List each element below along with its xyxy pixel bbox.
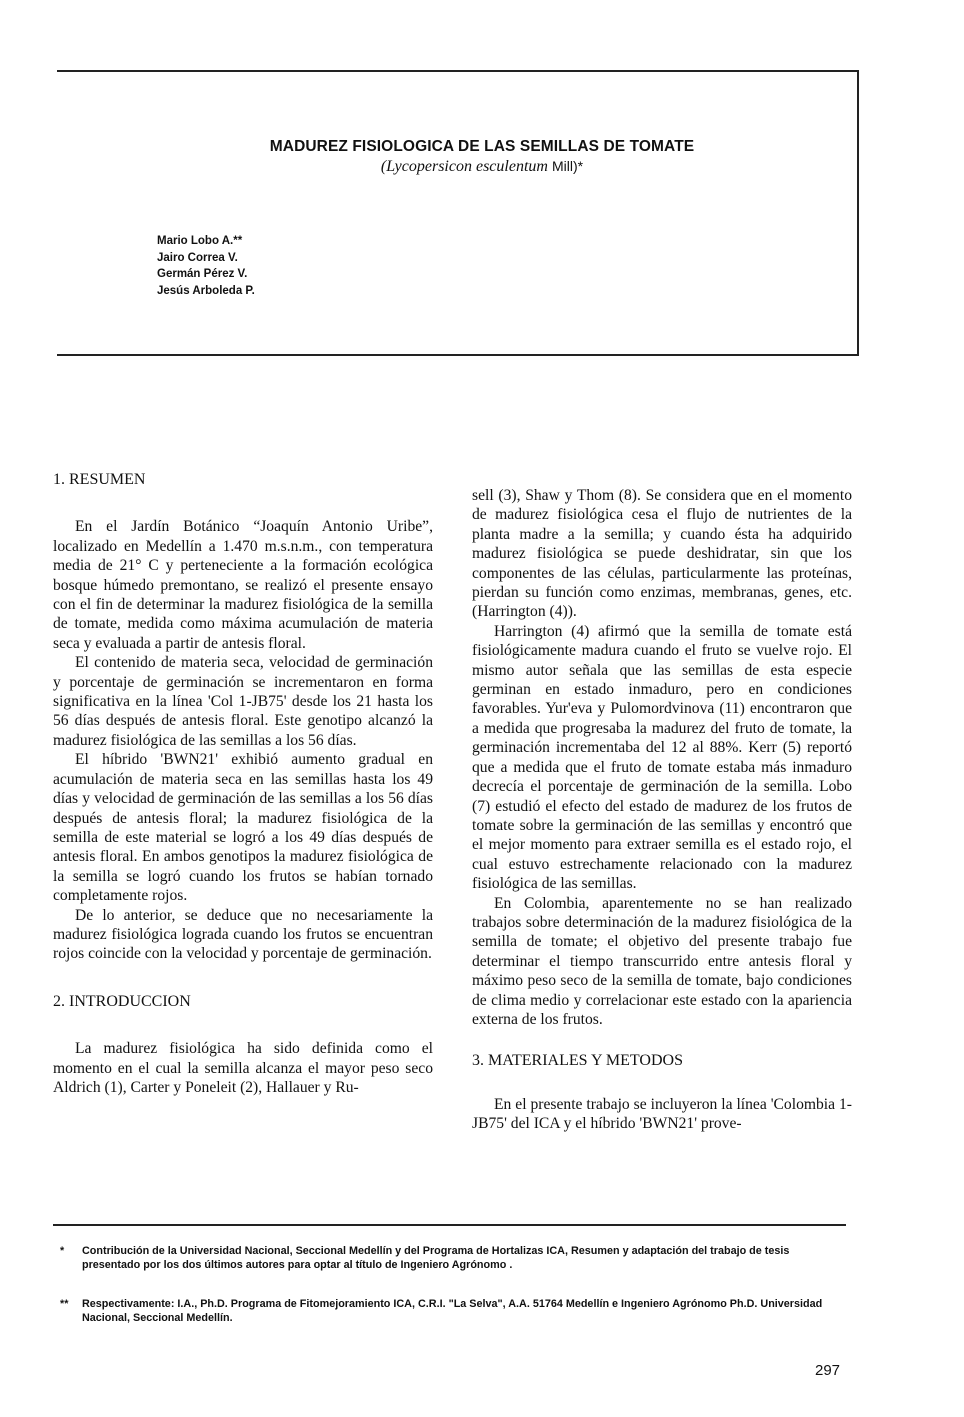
paragraph: El contenido de materia seca, velocidad de germinación y porcentaje de germinación se incrementaron en forma significativa en la línea 'Col 1-JB75' desde los 21 hasta los 56 días después de antesis floral. Este genotipo alcanzó la madurez fisiológica de las semillas a los 56 días. bbox=[53, 654, 433, 749]
paper-title: MADUREZ FISIOLOGICA DE LAS SEMILLAS DE TOMATE bbox=[269, 138, 695, 155]
paragraph: La madurez fisiológica ha sido definida como el momento en el cual la semilla alcanza el mayor peso seco Aldrich (1), Carter y Poneleit (2), Hallauer y Ru- bbox=[53, 1040, 433, 1096]
footnote bbox=[60, 1244, 850, 1272]
footnote-mark: ** bbox=[60, 1298, 69, 1310]
paragraph: En el presente trabajo se incluyeron la línea 'Colombia 1-JB75' del ICA y el híbrido 'BWN21' prove- bbox=[472, 1095, 852, 1133]
section-heading-resumen: 1. RESUMEN bbox=[53, 471, 146, 488]
footnote-text: Respectivamente: I.A., Ph.D. Programa de Fitomejoramiento ICA, C.R.I. "La Selva", A.A. 51764 Medellín e Ingeniero Agrónomo Ph.D. Universidad Nacional, Seccional Medellín. bbox=[82, 1298, 823, 1324]
paper-subtitle bbox=[0, 158, 964, 176]
footnote-text: Contribución de la Universidad Nacional, Seccional Medellín y del Programa de Hortalizas ICA, Resumen y adaptación del trabajo de tesis presentado por los dos últimos autores para optar al título de Ingeniero Agrónomo . bbox=[82, 1245, 790, 1271]
author-list bbox=[157, 233, 255, 299]
title-box bbox=[57, 70, 859, 356]
paragraph: El híbrido 'BWN21' exhibió aumento gradual en acumulación de materia seca en las semillas hasta los 49 días y velocidad de germinación de las semillas a los 56 días después de antesis floral; la madurez fisiológica de la semilla de este material se logró a los 49 días después de antesis floral. En ambos genotipos la madurez fisiológica de la semilla se logró cuando los frutos se habían tornado completamente rojos. bbox=[53, 751, 433, 905]
paragraph: Harrington (4) afirmó que la semilla de tomate está fisiológicamente madura cuando el fruto se vuelve rojo. El mismo autor señala que las semillas de esta especie germinan en estado inmaduro, pero en condiciones favorables. Yur'eva y Pulomordvinova (11) encontraron que a medida que progresaba la madurez del fruto de tomate, la germinación incrementaba del 12 al 88%. Kerr (5) reportó que a medida que el fruto de tomate estaba más inmaduro decrecía el porcentaje de germinación de la semilla. Lobo (7) estudió el efecto del estado de madurez de los frutos de tomate sobre la germinación de las semillas y encontró que el mejor momento para extraer semilla es el estado rojo, el cual estuvo estrechamente relacionado con la madurez fisiológica de las semillas. bbox=[472, 622, 852, 893]
species-name: (Lycopersicon esculentum bbox=[380, 158, 548, 175]
footnote bbox=[60, 1297, 850, 1325]
paragraph: En Colombia, aparentemente no se han realizado trabajos sobre determinación de la madurez fisiológica de la semilla de tomate; el objetivo del presente trabajo fue determinar el tiempo transcurrido entre antesis floral y máximo peso seco de la semilla de tomate, bajo condiciones de clima medio y correlacionar este estado con la apariencia externa de los frutos. bbox=[472, 894, 852, 1028]
author: Mario Lobo A.** bbox=[157, 235, 243, 247]
author: Jairo Correa V. bbox=[157, 251, 238, 264]
page-number: 297 bbox=[815, 1362, 841, 1379]
section-heading-introduccion: 2. INTRODUCCION bbox=[53, 992, 191, 1010]
footnote-divider bbox=[53, 1224, 846, 1226]
paragraph: sell (3), Shaw y Thom (8). Se considera que en el momento de madurez fisiológica cesa el flujo de nutrientes de la planta madre a la semilla; y cuando ésta ha adquirido madurez fisiológica se puede deshidratar, sin que los componentes de las células, particularmente las proteínas, pierdan su función como enzimas, membranas, genes, etc. (Harrington (4)). bbox=[472, 487, 852, 621]
species-author: Mill)* bbox=[551, 158, 584, 174]
paragraph: De lo anterior, se deduce que no necesariamente la madurez fisiológica lograda cuando los frutos se encuentran rojos coincide con la velocidad y porcentaje de germinación. bbox=[53, 906, 433, 963]
left-column bbox=[53, 470, 433, 1097]
paragraph: En el Jardín Botánico “Joaquín Antonio Uribe”, localizado en Medellín a 1.470 m.s.n.m., con temperatura media de 21° C y perteneciente a la formación ecológica bosque húmedo premontano, se realizó el presente ensayo con el fin de determinar la madurez fisiológica de la semilla de tomate, medida como máxima acumulación de materia seca y evaluada a partir de antesis floral. bbox=[53, 518, 433, 652]
footnote-mark: * bbox=[60, 1245, 65, 1257]
author: Germán Pérez V. bbox=[157, 268, 248, 280]
author: Jesús Arboleda P. bbox=[157, 284, 255, 297]
section-heading-metodos: 3. MATERIALES Y METODOS bbox=[472, 1052, 683, 1070]
right-column bbox=[472, 486, 852, 1134]
